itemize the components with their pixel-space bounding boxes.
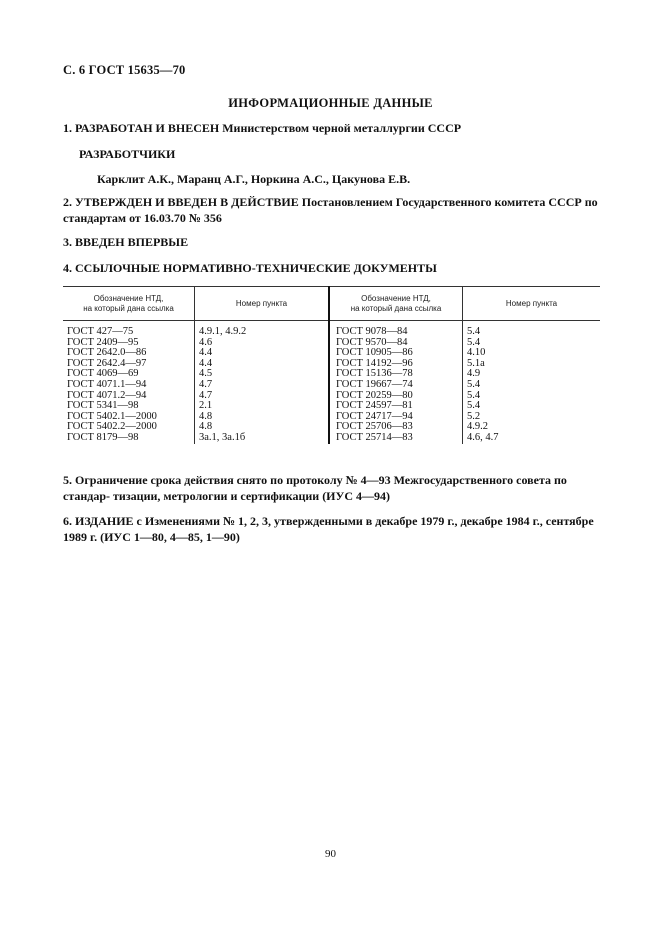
point-cell-left: 4.8: [195, 412, 330, 423]
doc-cell-right: ГОСТ 14192—96: [329, 359, 463, 370]
point-cell-left: 4.7: [195, 380, 330, 391]
point-cell-right: 4.9: [467, 368, 481, 380]
doc-cell-right: ГОСТ 20259—80: [329, 391, 463, 402]
header-point-right: Номер пункта: [463, 287, 601, 321]
header-doc-right-line1: Обозначение НТД,: [361, 293, 431, 303]
doc-cell-right: ГОСТ 24717—94: [329, 412, 463, 423]
item-3-text: ВВЕДЕН ВПЕРВЫЕ: [75, 235, 189, 249]
item-1-number: 1.: [63, 121, 72, 135]
doc-cell-right: ГОСТ 25714—83: [329, 433, 463, 444]
doc-cell-left: ГОСТ 2642.4—97: [63, 359, 195, 370]
item-3-number: 3.: [63, 235, 72, 249]
doc-cell-left: ГОСТ 2409—95: [63, 338, 195, 349]
item-2-lead: УТВЕРЖДЕН И ВВЕДЕН В ДЕЙСТВИЕ: [75, 195, 299, 209]
doc-cell-right: ГОСТ 24597—81: [329, 401, 463, 412]
doc-cell-left: ГОСТ 5402.1—2000: [63, 412, 195, 423]
point-cell-right: 5.1а: [467, 357, 485, 369]
header-doc-right-line2: на который дана ссылка: [350, 303, 442, 313]
header-doc-left: [63, 287, 195, 321]
doc-cell-right: ГОСТ 9570—84: [329, 338, 463, 349]
point-cell-left: 4.9.1, 4.9.2: [195, 321, 330, 338]
point-cell-right: 5.4: [467, 389, 481, 401]
header-doc-right: [329, 287, 463, 321]
developers-list: Карклит А.К., Маранц А.Г., Норкина А.С., Цакунова Е.В.: [97, 172, 411, 186]
header-doc-left-line2: на который дана ссылка: [83, 303, 174, 313]
doc-cell-right: ГОСТ 19667—74: [329, 380, 463, 391]
doc-cell-left: ГОСТ 8179—98: [63, 433, 195, 444]
point-cell-right: 5.4: [467, 400, 481, 412]
table-row: [63, 391, 600, 402]
item-5-number: 5.: [63, 473, 72, 487]
table-row: [63, 422, 600, 433]
running-header: С. 6 ГОСТ 15635—70: [63, 63, 186, 77]
doc-cell-right: ГОСТ 25706—83: [329, 422, 463, 433]
point-cell-right: 5.4: [467, 326, 481, 337]
point-cell-left: 4.6: [195, 338, 330, 349]
doc-cell-right: ГОСТ 15136—78: [329, 369, 463, 380]
section-title: ИНФОРМАЦИОННЫЕ ДАННЫЕ: [228, 96, 433, 110]
table-row: [63, 380, 600, 391]
table-row: [63, 433, 600, 444]
item-5-text: Ограничение срока действия снято по протоколу № 4—93 Межгосударственного совета по стандар- тизации, метрологии и сертификации (ИУС 4—94): [63, 473, 567, 503]
table-header-row: [63, 287, 600, 321]
doc-cell-right: ГОСТ 10905—86: [329, 348, 463, 359]
references-table: [63, 286, 600, 444]
point-cell-left: 4.4: [195, 359, 330, 370]
doc-cell-left: ГОСТ 427—75: [63, 321, 195, 338]
point-cell-left: 4.5: [195, 369, 330, 380]
item-6-text: ИЗДАНИЕ с Изменениями № 1, 2, 3, утвержденными в декабре 1979 г., декабре 1984 г., сентябре 1989 г. (ИУС 1—80, 4—85, 1—90): [63, 514, 594, 544]
table-body: [63, 321, 600, 444]
doc-cell-left: ГОСТ 4071.1—94: [63, 380, 195, 391]
doc-cell-left: ГОСТ 4069—69: [63, 369, 195, 380]
item-2: [63, 195, 603, 226]
item-6-number: 6.: [63, 514, 72, 528]
item-1-text: Министерством черной металлургии СССР: [222, 121, 462, 135]
item-3: [63, 235, 603, 251]
item-4: [63, 261, 603, 277]
point-cell-right: 4.10: [467, 347, 486, 359]
doc-cell-left: ГОСТ 2642.0—86: [63, 348, 195, 359]
item-4-number: 4.: [63, 261, 72, 275]
item-2-number: 2.: [63, 195, 72, 209]
point-cell-left: 4.7: [195, 391, 330, 402]
table-row: [63, 359, 600, 370]
point-cell-left: 2.1: [195, 401, 330, 412]
doc-cell-left: ГОСТ 4071.2—94: [63, 391, 195, 402]
doc-cell-left: ГОСТ 5341—98: [63, 401, 195, 412]
point-cell-left: 3а.1, 3а.1б: [195, 433, 330, 444]
item-2-text: Постановлением Государственного комитета СССР по стандартам от 16.03.70 № 356: [63, 195, 598, 225]
doc-cell-left: ГОСТ 5402.2—2000: [63, 422, 195, 433]
item-1-lead: РАЗРАБОТАН И ВНЕСЕН: [75, 121, 220, 135]
point-cell-right: 4.9.2: [467, 421, 488, 433]
item-1: [63, 121, 603, 137]
header-doc-left-line1: Обозначение НТД,: [93, 293, 164, 303]
header-point-left: Номер пункта: [195, 287, 330, 321]
developers-heading: РАЗРАБОТЧИКИ: [79, 147, 176, 161]
point-cell-right: 4.6, 4.7: [467, 431, 499, 443]
point-cell-right: 5.4: [467, 378, 481, 390]
item-5: [63, 473, 603, 504]
table-row: [63, 321, 600, 338]
point-cell-left: 4.8: [195, 422, 330, 433]
doc-cell-right: ГОСТ 9078—84: [329, 321, 463, 338]
point-cell-right: 5.2: [467, 410, 481, 422]
point-cell-right: 5.4: [467, 336, 481, 348]
page-number: 90: [325, 848, 336, 860]
point-cell-left: 4.4: [195, 348, 330, 359]
item-4-text: ССЫЛОЧНЫЕ НОРМАТИВНО-ТЕХНИЧЕСКИЕ ДОКУМЕНТЫ: [75, 261, 437, 275]
item-6: [63, 514, 603, 545]
